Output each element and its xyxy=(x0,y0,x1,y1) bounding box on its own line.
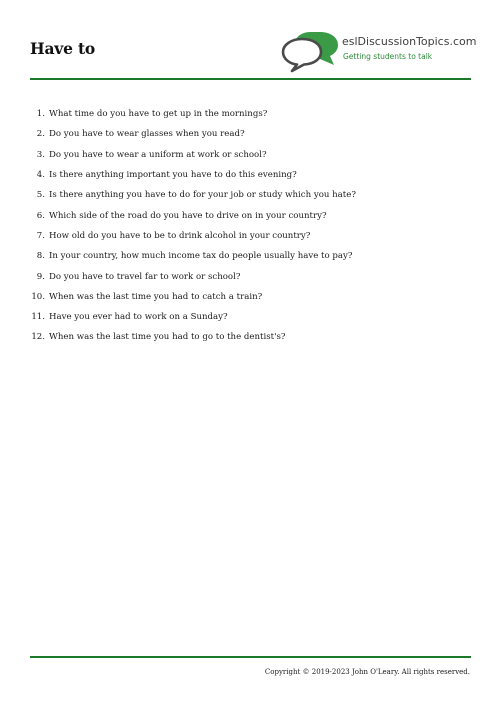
question-text: Which side of the road do you have to drive on in your country? xyxy=(49,210,327,221)
question-number: 1. xyxy=(36,109,45,120)
list-item xyxy=(30,165,471,185)
question-number: 5. xyxy=(36,190,45,201)
page-title: Have to xyxy=(30,39,96,58)
question-text: Do you have to travel far to work or school? xyxy=(49,271,241,282)
question-text: What time do you have to get up in the mornings? xyxy=(49,109,268,120)
question-text: Do you have to wear a uniform at work or school? xyxy=(49,149,267,160)
footer-divider xyxy=(30,656,471,658)
list-item xyxy=(30,124,471,144)
list-item xyxy=(30,226,471,246)
logo-tagline: Getting students to talk xyxy=(343,52,433,61)
list-item xyxy=(30,266,471,286)
question-text: Do you have to wear glasses when you read? xyxy=(49,129,245,140)
speech-bubbles-icon xyxy=(280,29,342,73)
list-item xyxy=(30,307,471,327)
list-item xyxy=(30,327,471,347)
question-text: How old do you have to be to drink alcohol in your country? xyxy=(49,230,311,241)
question-number: 6. xyxy=(36,210,45,221)
question-number: 8. xyxy=(36,251,45,262)
site-logo[interactable] xyxy=(280,29,480,73)
question-number: 2. xyxy=(36,129,45,140)
question-number: 7. xyxy=(36,230,45,241)
question-number: 12. xyxy=(31,332,45,343)
list-item xyxy=(30,287,471,307)
list-item xyxy=(30,185,471,205)
question-text: Is there anything important you have to do this evening? xyxy=(49,170,297,181)
list-item xyxy=(30,246,471,266)
list-item xyxy=(30,145,471,165)
question-text: When was the last time you had to go to the dentist's? xyxy=(49,332,286,343)
question-number: 3. xyxy=(36,149,45,160)
question-number: 4. xyxy=(36,170,45,181)
question-number: 11. xyxy=(31,312,45,323)
question-text: Have you ever had to work on a Sunday? xyxy=(49,312,228,323)
question-number: 10. xyxy=(31,291,45,302)
list-item xyxy=(30,205,471,225)
question-text: In your country, how much income tax do people usually have to pay? xyxy=(49,251,353,262)
logo-site-name: eslDiscussionTopics.com xyxy=(342,35,477,48)
question-list xyxy=(30,104,471,348)
question-text: When was the last time you had to catch a train? xyxy=(49,291,263,302)
copyright-notice: Copyright © 2019-2023 John O'Leary. All rights reserved. xyxy=(264,668,470,676)
question-number: 9. xyxy=(36,271,45,282)
header-divider xyxy=(30,78,471,80)
question-text: Is there anything you have to do for your job or study which you hate? xyxy=(49,190,356,201)
list-item xyxy=(30,104,471,124)
